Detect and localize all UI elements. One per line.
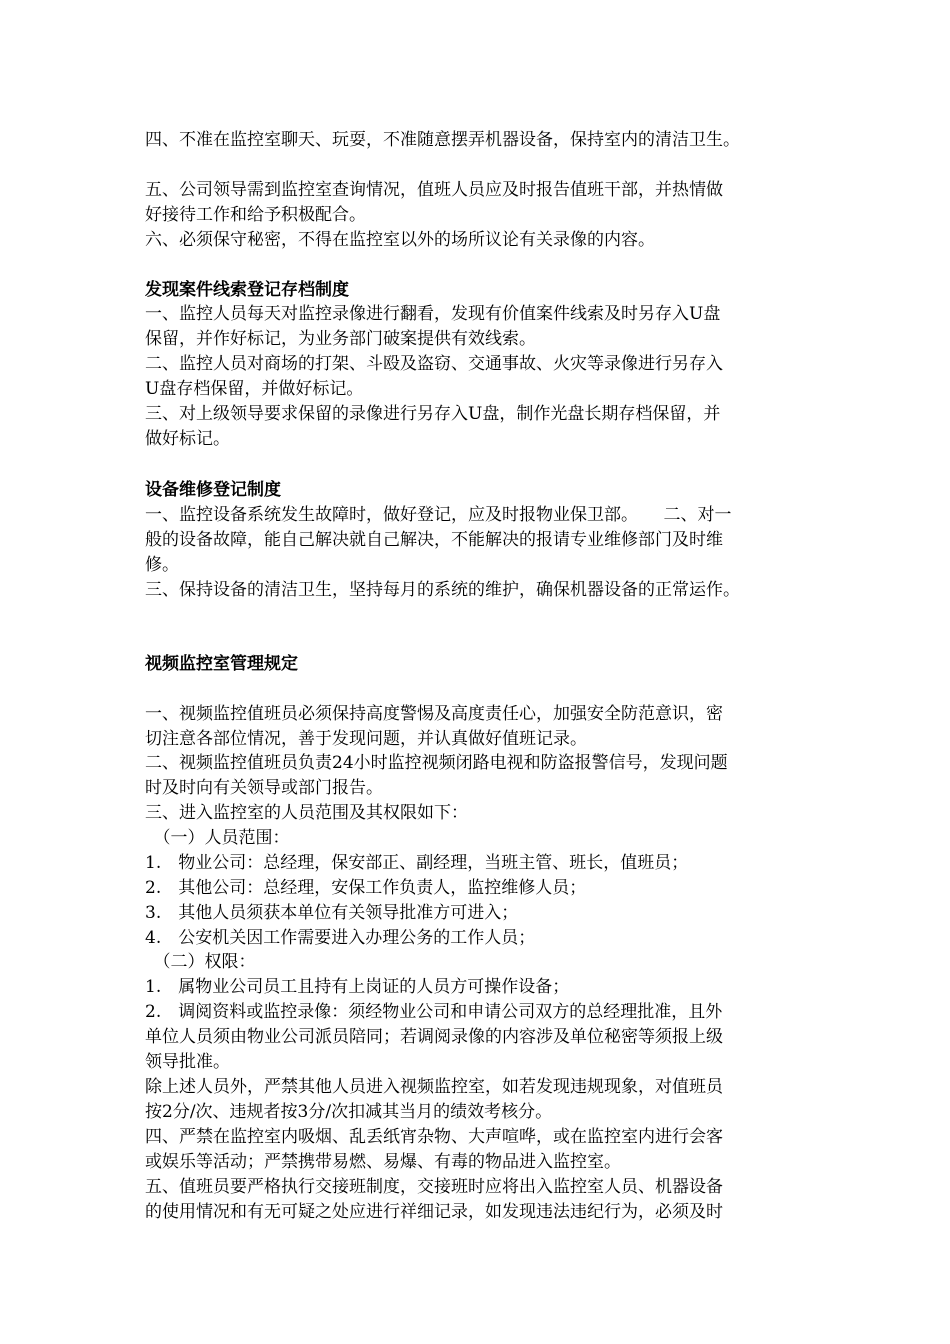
list-item: 2. 调阅资料或监控录像：须经物业公司和申请公司双方的总经理批准，且外 (145, 1002, 723, 1022)
text-line: 一、监控人员每天对监控录像进行翻看，发现有价值案件线索及时另存入U盘 (145, 304, 721, 324)
text-line: 做好标记。 (145, 429, 230, 449)
text-line: 四、严禁在监控室内吸烟、乱丢纸宵杂物、大声喧哗，或在监控室内进行会客 (145, 1127, 723, 1147)
text-line: 一、视频监控值班员必须保持高度警惕及高度责任心，加强安全防范意识，密 (145, 704, 723, 724)
text-line: 二、监控人员对商场的打架、斗殴及盗窃、交通事故、火灾等录像进行另存入 (145, 354, 723, 374)
section-heading: 视频监控室管理规定 (145, 654, 298, 674)
text-line: 五、值班员要严格执行交接班制度，交接班时应将出入监控室人员、机器设备 (145, 1177, 723, 1197)
text-line: 时及时向有关领导或部门报告。 (145, 778, 383, 798)
text-line: 领导批准。 (145, 1052, 230, 1072)
list-item: 4. 公安机关因工作需要进入办理公务的工作人员； (145, 928, 536, 948)
text-line: 修。 (145, 555, 179, 575)
text-line: 的使用情况和有无可疑之处应进行祥细记录，如发现违法违纪行为，必须及时 (145, 1202, 723, 1222)
section-heading: 发现案件线索登记存档制度 (145, 280, 349, 300)
text-line: 切注意各部位情况，善于发现问题，并认真做好值班记录。 (145, 729, 587, 749)
text-line: 五、公司领导需到监控室查询情况，值班人员应及时报告值班干部，并热情做 (145, 180, 723, 200)
text-line: 三、进入监控室的人员范围及其权限如下： (145, 803, 468, 823)
text-line: 单位人员须由物业公司派员陪同；若调阅录像的内容涉及单位秘密等须报上级 (145, 1027, 723, 1047)
text-line: U盘存档保留，并做好标记。 (145, 379, 364, 399)
text-line: 除上述人员外，严禁其他人员进入视频监控室，如若发现违规现象，对值班员 (145, 1077, 723, 1097)
text-line: （二）权限： (145, 952, 256, 972)
text-line: 一、监控设备系统发生故障时，做好登记，应及时报物业保卫部。 二、对一 (145, 505, 732, 525)
text-line: 或娱乐等活动；严禁携带易燃、易爆、有毒的物品进入监控室。 (145, 1152, 621, 1172)
list-item: 2. 其他公司：总经理，安保工作负责人，监控维修人员； (145, 878, 587, 898)
text-line: 好接待工作和给予积极配合。 (145, 205, 366, 225)
text-line: （一）人员范围： (145, 828, 290, 848)
text-line: 四、不准在监控室聊天、玩耍，不准随意摆弄机器设备，保持室内的清洁卫生。 (145, 130, 740, 150)
list-item: 1. 物业公司：总经理，保安部正、副经理，当班主管、班长，值班员； (145, 853, 689, 873)
text-line: 保留，并作好标记，为业务部门破案提供有效线索。 (145, 329, 536, 349)
section-heading: 设备维修登记制度 (145, 480, 281, 500)
text-line: 二、视频监控值班员负责24小时监控视频闭路电视和防盗报警信号，发现问题 (145, 753, 728, 773)
text-line: 般的设备故障，能自己解决就自己解决，不能解决的报请专业维修部门及时维 (145, 530, 723, 550)
text-line: 三、保持设备的清洁卫生，坚持每月的系统的维护，确保机器设备的正常运作。 (145, 580, 740, 600)
text-line: 三、对上级领导要求保留的录像进行另存入U盘，制作光盘长期存档保留，并 (145, 404, 721, 424)
text-line: 按2分/次、违规者按3分/次扣减其当月的绩效考核分。 (145, 1102, 553, 1122)
text-line: 六、必须保守秘密，不得在监控室以外的场所议论有关录像的内容。 (145, 230, 655, 250)
list-item: 3. 其他人员须获本单位有关领导批准方可进入； (145, 903, 519, 923)
list-item: 1. 属物业公司员工且持有上岗证的人员方可操作设备； (145, 977, 570, 997)
